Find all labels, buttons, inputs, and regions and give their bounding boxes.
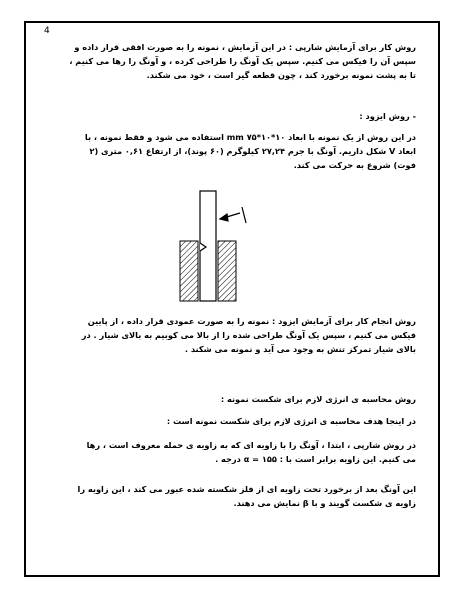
- charpy-attack-angle-paragraph: در روش شارپی ، ابتدا ، آونگ را با زاویه ای که به زاویه ی حمله معروف است ، رها می کنیم. این زاویه برابر است با : α = ۱۵۵ درجه .: [86, 440, 416, 465]
- energy-goal-paragraph: در اینجا هدف محاسبه ی انرژی لازم برای شکست نمونه است :: [166, 416, 416, 426]
- fracture-angle-paragraph: این آونگ بعد از برخورد تحت زاویه ای از فلز شکسته شده عبور می کند ، این زاویه را زاویه ی شکست گویند و با β نمایش می دهند.: [77, 484, 416, 509]
- izod-test-figure: [170, 183, 250, 303]
- energy-calculation-heading: روش محاسبه ی انرژی لازم برای شکست نمونه :: [220, 394, 416, 404]
- striker-arrow: [220, 207, 246, 223]
- page-number: 4: [44, 26, 50, 36]
- izod-procedure-paragraph: روش انجام کار برای آزمایش ایزود : نمونه را به صورت عمودی قرار داده ، از پایین فیکس می کنیم ، سپس یک آونگ طراحی شده را از بالا می کوبیم به بالای شیار . در بالای شیار تمرکز تنش به وجود می آید و نمونه می شکند .: [81, 316, 416, 355]
- charpy-procedure-paragraph: روش کار برای آزمایش شارپی : در این آزمایش ، نمونه را به صورت افقی قرار داده و سپس آن را فیکس می کنیم. سپس یک آونگ را طراحی کرده ، و آونگ را رها می کنیم ، تا به پشت نمونه برخورد کند ، چون قطعه گیر است ، خود می شکند.: [69, 42, 416, 81]
- specimen-bar: [200, 191, 216, 301]
- izod-description-paragraph: در این روش از یک نمونه با ابعاد ۱۰*۱۰*۷۵ mm استفاده می شود و فقط نمونه ، با ابعاد V شکل داریم. آونگ با جرم ۲۷,۲۴ کیلوگرم (۶۰ پوند)، از ارتفاع ۰,۶۱ متری (۲ فوت) شروع به حرکت می کند.: [84, 132, 416, 171]
- izod-section-heading: - روش ایزود :: [359, 111, 416, 121]
